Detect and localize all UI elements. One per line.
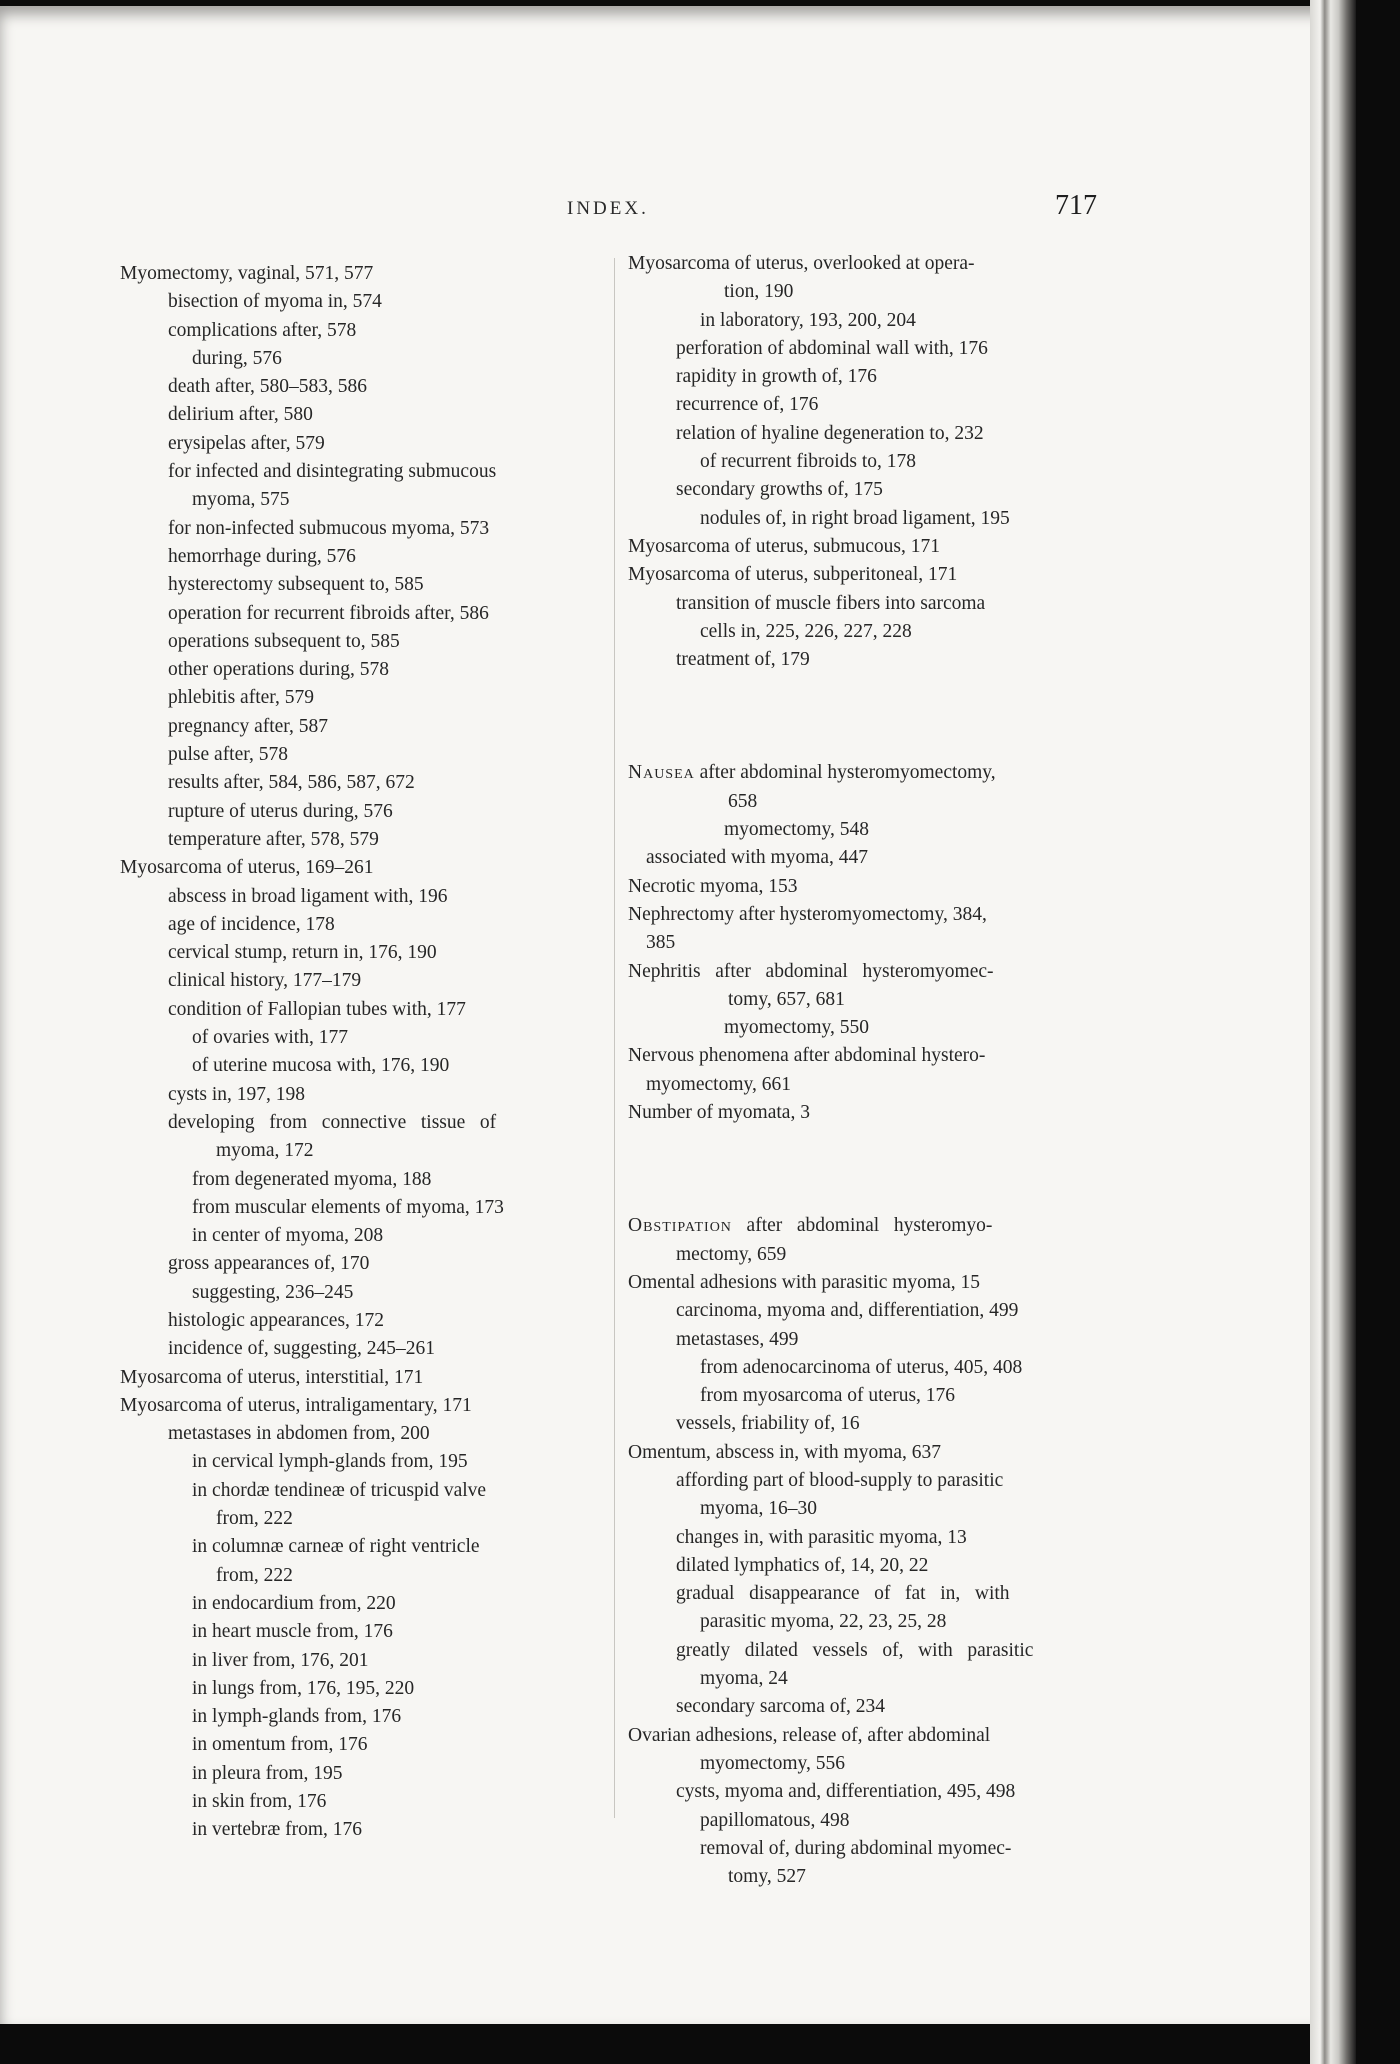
index-subentry	[120, 1222, 620, 1250]
index-entry-text: Myosarcoma of uterus, 169–261	[120, 857, 374, 879]
index-entry-text: from myosarcoma of uterus, 176	[700, 1385, 956, 1407]
index-entry-text: Myosarcoma of uterus, overlooked at opera-	[628, 253, 975, 274]
index-subentry	[120, 656, 620, 684]
index-entry-text: after abdominal hysteromyomectomy,	[694, 762, 996, 784]
index-entry-text: for infected and disintegrating submucous	[168, 461, 497, 483]
index-entry-text: cysts, myoma and, differentiation, 495, 498	[676, 1781, 1016, 1803]
index-subentry	[628, 448, 1128, 476]
index-subentry	[628, 476, 1128, 504]
index-subentry	[120, 1590, 620, 1618]
index-entry-text: myoma, 16–30	[700, 1498, 817, 1520]
index-entry-main	[628, 1722, 1128, 1750]
index-entry-text: tomy, 527	[728, 1866, 806, 1888]
index-subentry	[628, 1552, 1128, 1580]
index-entry-main	[120, 260, 620, 288]
index-entry-text: in vertebræ from, 176	[192, 1819, 363, 1841]
index-entry-text: suggesting, 236–245	[192, 1281, 354, 1303]
index-subentry	[628, 307, 1128, 335]
index-subentry	[628, 391, 1128, 419]
index-entry-text: 658	[728, 790, 758, 812]
index-entry-text: gross appearances of, 170	[168, 1253, 370, 1275]
index-entry-text: rapidity in growth of, 176	[676, 366, 877, 388]
index-subentry	[628, 1750, 1128, 1778]
index-entry-text: other operations during, 578	[168, 659, 389, 681]
index-entry-text: complications after, 578	[168, 319, 357, 341]
page-number: 717	[1055, 190, 1097, 221]
index-entry-text: abscess in broad ligament with, 196	[168, 885, 448, 907]
index-subentry	[628, 844, 1128, 872]
index-entry-text: operations subsequent to, 585	[168, 630, 400, 652]
index-entry-main	[120, 1392, 620, 1420]
index-subentry	[120, 798, 620, 826]
index-subentry	[120, 1024, 620, 1052]
index-subentry	[628, 618, 1128, 646]
index-entry-main	[628, 1042, 1128, 1070]
index-subentry	[120, 1194, 620, 1222]
index-subentry	[120, 1533, 620, 1561]
index-subentry	[628, 1524, 1128, 1552]
index-subentry	[628, 1410, 1128, 1438]
index-column-left	[120, 260, 620, 1845]
index-subentry	[628, 1467, 1128, 1495]
index-entry-text: myomectomy, 556	[700, 1752, 845, 1774]
index-subentry	[628, 1071, 1128, 1099]
index-entry-text: Omental adhesions with parasitic myoma, 15	[628, 1271, 981, 1293]
index-entry-text: clinical history, 177–179	[168, 970, 362, 992]
index-subentry	[120, 1816, 620, 1844]
index-subentry	[120, 317, 620, 345]
index-subentry	[120, 1788, 620, 1816]
index-entry-main	[628, 1439, 1128, 1467]
section-gap	[628, 674, 1128, 759]
index-entry-text: of recurrent fibroids to, 178	[700, 451, 917, 473]
index-subentry	[120, 1505, 620, 1533]
index-entry-text: recurrence of, 176	[676, 394, 819, 416]
index-entry-text: of ovaries with, 177	[192, 1027, 348, 1049]
index-subentry	[628, 1807, 1128, 1835]
index-entry-text: relation of hyaline degeneration to, 232	[676, 422, 984, 444]
index-entry-text: metastases, 499	[676, 1328, 799, 1350]
index-entry-text: Nephrectomy after hysteromyomectomy, 384,	[628, 903, 987, 925]
index-entry-text: from, 222	[216, 1564, 293, 1586]
index-entry-text: myoma, 24	[700, 1668, 788, 1690]
index-entry-text: incidence of, suggesting, 245–261	[168, 1338, 435, 1360]
index-entry-text: operation for recurrent fibroids after, 586	[168, 602, 489, 624]
index-subentry	[120, 373, 620, 401]
index-subentry	[628, 1693, 1128, 1721]
index-subentry	[120, 401, 620, 429]
index-entry-text: temperature after, 578, 579	[168, 828, 379, 850]
index-subentry	[120, 1250, 620, 1278]
index-subentry	[628, 1580, 1128, 1608]
index-entry-text: cervical stump, return in, 176, 190	[168, 942, 437, 964]
index-entry-text: from adenocarcinoma of uterus, 405, 408	[700, 1356, 1023, 1378]
page-edge-binding	[1310, 0, 1356, 2064]
index-subentry	[120, 826, 620, 854]
index-entry-text: hysterectomy subsequent to, 585	[168, 574, 424, 596]
index-subentry	[120, 1562, 620, 1590]
index-subentry	[628, 1354, 1128, 1382]
index-subentry	[120, 628, 620, 656]
index-subentry	[628, 505, 1128, 533]
index-subentry	[628, 1326, 1128, 1354]
index-subentry	[120, 486, 620, 514]
index-subentry	[628, 1241, 1128, 1269]
index-entry-text: in liver from, 176, 201	[192, 1649, 369, 1671]
index-subentry	[120, 1647, 620, 1675]
index-subentry	[120, 996, 620, 1024]
index-subentry	[628, 420, 1128, 448]
index-entry-text: Necrotic myoma, 153	[628, 875, 798, 897]
index-entry-main	[628, 1099, 1128, 1127]
index-entry-text: phlebitis after, 579	[168, 687, 314, 709]
index-subentry	[120, 1335, 620, 1363]
index-entry-text: dilated lymphatics of, 14, 20, 22	[676, 1554, 929, 1576]
index-entry-text: in laboratory, 193, 200, 204	[700, 309, 916, 331]
index-entry-text: affording part of blood-supply to parasitic	[676, 1469, 1004, 1491]
index-subentry	[120, 288, 620, 316]
index-entry-text: Myomectomy, vaginal, 571, 577	[120, 263, 374, 284]
index-subentry	[628, 278, 1128, 306]
index-subentry	[628, 1495, 1128, 1523]
index-entry-text: Ovarian adhesions, release of, after abdominal	[628, 1724, 991, 1746]
index-subentry	[120, 1081, 620, 1109]
index-entry-text: Myosarcoma of uterus, intraligamentary, 171	[120, 1394, 472, 1416]
index-entry-smallcaps-term: Obstipation	[628, 1215, 732, 1237]
index-entry-text: myoma, 172	[216, 1140, 314, 1162]
index-subentry	[628, 1665, 1128, 1693]
index-entry-text: erysipelas after, 579	[168, 432, 325, 454]
index-entry-text: bisection of myoma in, 574	[168, 291, 382, 313]
index-subentry	[628, 363, 1128, 391]
index-subentry	[120, 571, 620, 599]
index-subentry	[628, 1863, 1128, 1891]
index-subentry	[628, 1297, 1128, 1325]
index-subentry	[628, 646, 1128, 674]
index-subentry	[120, 1307, 620, 1335]
index-entry-text: transition of muscle fibers into sarcoma	[676, 592, 986, 614]
index-entry-text: myoma, 575	[192, 489, 290, 511]
index-entry-text: perforation of abdominal wall with, 176	[676, 337, 988, 359]
index-subentry	[628, 1014, 1128, 1042]
index-subentry	[120, 967, 620, 995]
index-subentry	[628, 816, 1128, 844]
index-entry-smallcaps-term: Nausea	[628, 762, 695, 784]
index-entry-text: in lungs from, 176, 195, 220	[192, 1677, 415, 1699]
index-entry-text: removal of, during abdominal myomec-	[700, 1837, 1012, 1859]
index-entry-text: myomectomy, 661	[646, 1073, 791, 1095]
index-entry-main	[628, 958, 1128, 986]
index-entry-text: histologic appearances, 172	[168, 1309, 385, 1331]
index-subentry	[120, 600, 620, 628]
index-subentry	[120, 543, 620, 571]
index-entry-text: tion, 190	[724, 281, 794, 303]
index-subentry	[120, 1166, 620, 1194]
index-subentry	[120, 1477, 620, 1505]
index-entry-text: vessels, friability of, 16	[676, 1413, 860, 1435]
index-entry-text: metastases in abdomen from, 200	[168, 1423, 430, 1445]
index-entry-text: parasitic myoma, 22, 23, 25, 28	[700, 1611, 947, 1633]
index-subentry	[120, 458, 620, 486]
index-subentry	[628, 590, 1128, 618]
index-entry-main	[628, 561, 1128, 589]
index-subentry	[120, 741, 620, 769]
index-entry-text: in cervical lymph-glands from, 195	[192, 1451, 468, 1473]
index-entry-text: in lymph-glands from, 176	[192, 1706, 402, 1728]
index-entry-text: Number of myomata, 3	[628, 1102, 810, 1124]
index-entry-text: condition of Fallopian tubes with, 177	[168, 998, 466, 1020]
index-entry-text: death after, 580–583, 586	[168, 376, 368, 398]
index-subentry	[120, 684, 620, 712]
index-entry-main	[628, 1269, 1128, 1297]
index-entry-text: mectomy, 659	[676, 1243, 787, 1265]
index-entry-main	[120, 1364, 620, 1392]
index-entry-main	[628, 873, 1128, 901]
index-subentry	[120, 713, 620, 741]
index-subentry	[628, 335, 1128, 363]
index-entry-text: in skin from, 176	[192, 1791, 327, 1813]
index-subentry	[120, 939, 620, 967]
index-subentry	[628, 788, 1128, 816]
index-entry-main	[628, 250, 1128, 278]
index-subentry	[120, 1618, 620, 1646]
index-entry-text: myomectomy, 550	[724, 1017, 869, 1039]
index-entry-text: developing from connective tissue of	[168, 1111, 497, 1133]
index-entry-text: pregnancy after, 587	[168, 715, 329, 737]
index-entry-text: Omentum, abscess in, with myoma, 637	[628, 1441, 942, 1463]
index-entry-text: cysts in, 197, 198	[168, 1083, 306, 1105]
index-subentry	[120, 430, 620, 458]
index-entry-text: 385	[646, 932, 676, 954]
index-entry-text: Myosarcoma of uterus, subperitoneal, 171	[628, 564, 958, 586]
index-entry-text: for non-infected submucous myoma, 573	[168, 517, 490, 539]
index-entry-text: tomy, 657, 681	[728, 988, 845, 1010]
index-entry-text: papillomatous, 498	[700, 1809, 850, 1831]
index-entry-text: pulse after, 578	[168, 744, 288, 766]
index-subentry	[628, 986, 1128, 1014]
index-entry-main	[628, 1212, 1128, 1240]
index-entry-text: from, 222	[216, 1508, 293, 1530]
index-subentry	[120, 911, 620, 939]
index-entry-main	[628, 533, 1128, 561]
index-subentry	[628, 929, 1128, 957]
index-entry-text: in chordæ tendineæ of tricuspid valve	[192, 1479, 487, 1501]
index-entry-text: myomectomy, 548	[724, 819, 869, 841]
index-subentry	[120, 1052, 620, 1080]
index-subentry	[120, 1448, 620, 1476]
index-subentry	[120, 769, 620, 797]
index-entry-main	[120, 854, 620, 882]
index-subentry	[120, 1279, 620, 1307]
index-entry-text: hemorrhage during, 576	[168, 545, 356, 567]
index-entry-text: Nephritis after abdominal hysteromyomec-	[628, 960, 994, 982]
index-subentry	[120, 1675, 620, 1703]
index-entry-text: of uterine mucosa with, 176, 190	[192, 1055, 450, 1077]
index-entry-text: treatment of, 179	[676, 649, 810, 671]
index-entry-text: nodules of, in right broad ligament, 195	[700, 507, 1010, 529]
index-entry-text: age of incidence, 178	[168, 913, 335, 935]
index-entry-text: after abdominal hysteromyo-	[731, 1215, 993, 1237]
index-subentry	[628, 1835, 1128, 1863]
index-subentry	[120, 883, 620, 911]
index-entry-text: secondary sarcoma of, 234	[676, 1696, 886, 1718]
index-entry-text: greatly dilated vessels of, with parasitic	[676, 1639, 1034, 1661]
index-subentry	[628, 1778, 1128, 1806]
index-entry-text: in columnæ carneæ of right ventricle	[192, 1536, 480, 1558]
index-subentry	[120, 1137, 620, 1165]
index-entry-text: carcinoma, myoma and, differentiation, 499	[676, 1300, 1019, 1322]
index-entry-text: Myosarcoma of uterus, interstitial, 171	[120, 1366, 424, 1388]
index-entry-text: gradual disappearance of fat in, with	[676, 1583, 1010, 1605]
running-header: INDEX.	[567, 198, 649, 219]
index-entry-text: in endocardium from, 220	[192, 1592, 396, 1614]
index-subentry	[120, 345, 620, 373]
index-entry-text: from muscular elements of myoma, 173	[192, 1196, 504, 1218]
index-entry-text: from degenerated myoma, 188	[192, 1168, 432, 1190]
index-entry-text: delirium after, 580	[168, 404, 313, 426]
index-subentry	[120, 1760, 620, 1788]
index-entry-main	[628, 759, 1128, 787]
index-entry-text: associated with myoma, 447	[646, 847, 869, 869]
index-subentry	[120, 1420, 620, 1448]
index-entry-text: in pleura from, 195	[192, 1762, 343, 1784]
index-entry-text: in omentum from, 176	[192, 1734, 368, 1756]
index-subentry	[628, 1608, 1128, 1636]
index-subentry	[120, 1109, 620, 1137]
index-subentry	[628, 1382, 1128, 1410]
index-entry-text: Myosarcoma of uterus, submucous, 171	[628, 535, 940, 557]
index-entry-text: results after, 584, 586, 587, 672	[168, 772, 415, 794]
index-entry-text: secondary growths of, 175	[676, 479, 883, 501]
index-subentry	[120, 1731, 620, 1759]
index-entry-text: changes in, with parasitic myoma, 13	[676, 1526, 967, 1548]
index-entry-text: during, 576	[192, 347, 282, 369]
index-entry-text: in heart muscle from, 176	[192, 1621, 393, 1643]
index-entry-text: Nervous phenomena after abdominal hystero-	[628, 1045, 986, 1067]
index-column-right	[628, 250, 1128, 1891]
index-subentry	[628, 1637, 1128, 1665]
section-gap	[628, 1127, 1128, 1212]
index-entry-text: rupture of uterus during, 576	[168, 800, 393, 822]
index-entry-text: in center of myoma, 208	[192, 1225, 384, 1247]
index-subentry	[120, 1703, 620, 1731]
index-entry-text: cells in, 225, 226, 227, 228	[700, 620, 912, 642]
index-entry-main	[628, 901, 1128, 929]
index-subentry	[120, 515, 620, 543]
